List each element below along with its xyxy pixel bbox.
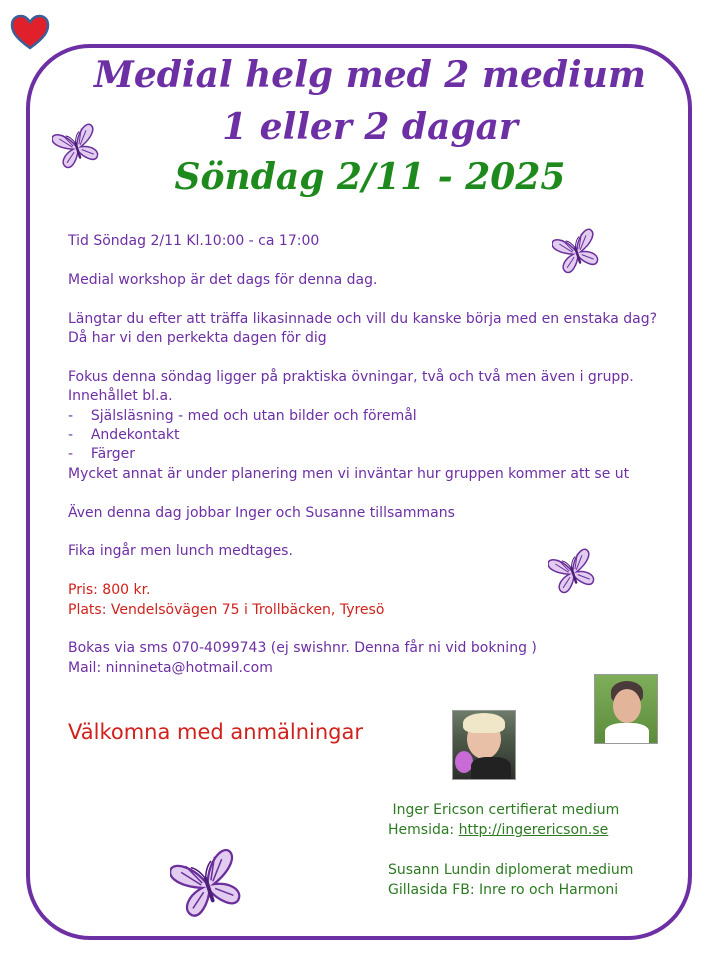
fika-line: Fika ingår men lunch medtages. [68,543,293,560]
workshop-line: Medial workshop är det dags för denna dag. [68,271,378,288]
heart-icon [10,14,50,50]
title-date: Söndag 2/11 - 2025 [174,156,566,198]
planning-line: Mycket annat är under planering men vi inväntar hur gruppen kommer att se ut [68,465,630,482]
butterfly-icon [52,122,102,174]
butterfly-icon [552,228,602,278]
booking-line: Bokas via sms 070-4099743 (ej swishnr. Denna får ni vid bokning ) [68,640,537,657]
susann-fb: Gillasida FB: Inre ro och Harmoni [388,882,619,898]
signatures [388,800,633,900]
longing-line-2: Då har vi den perkekta dagen för dig [68,330,327,346]
place-line: Plats: Vendelsövägen 75 i Trollbäcken, Tyresö [68,601,385,618]
inger-site [388,820,633,840]
mail-line: Mail: ninnineta@hotmail.com [68,659,273,676]
inger-site-label: Hemsida: [388,822,459,838]
list-item: - Själsläsning - med och utan bilder och föremål [68,407,417,424]
inger-title: Inger Ericson certifierat medium [388,802,620,818]
time-line: Tid Söndag 2/11 Kl.10:00 - ca 17:00 [68,233,320,249]
title-line-1: Medial helg med 2 medium [94,54,646,96]
longing-line-1: Längtar du efter att träffa likasinnade och vill du kanske börja med en enstaka dag? [68,310,658,327]
butterfly-icon [170,848,246,924]
list-item: - Andekontakt [68,427,180,444]
inger-photo [452,710,516,780]
list-item: - Färger [68,446,135,463]
welcome-text: Välkomna med anmälningar [68,720,364,744]
butterfly-icon [548,548,598,598]
price-line: Pris: 800 kr. [68,582,151,599]
title-line-2: 1 eller 2 dagar [222,106,518,148]
inger-site-link[interactable]: http://ingerericson.se [458,822,609,838]
susann-title: Susann Lundin diplomerat medium [388,862,634,878]
focus-line: Fokus denna söndag ligger på praktiska övningar, två och två men även i grupp. [68,368,634,385]
contents-line: Innehållet bl.a. [68,388,173,405]
together-line: Även denna dag jobbar Inger och Susanne tillsammans [68,504,455,521]
susann-photo [594,674,658,744]
event-description [68,232,668,678]
